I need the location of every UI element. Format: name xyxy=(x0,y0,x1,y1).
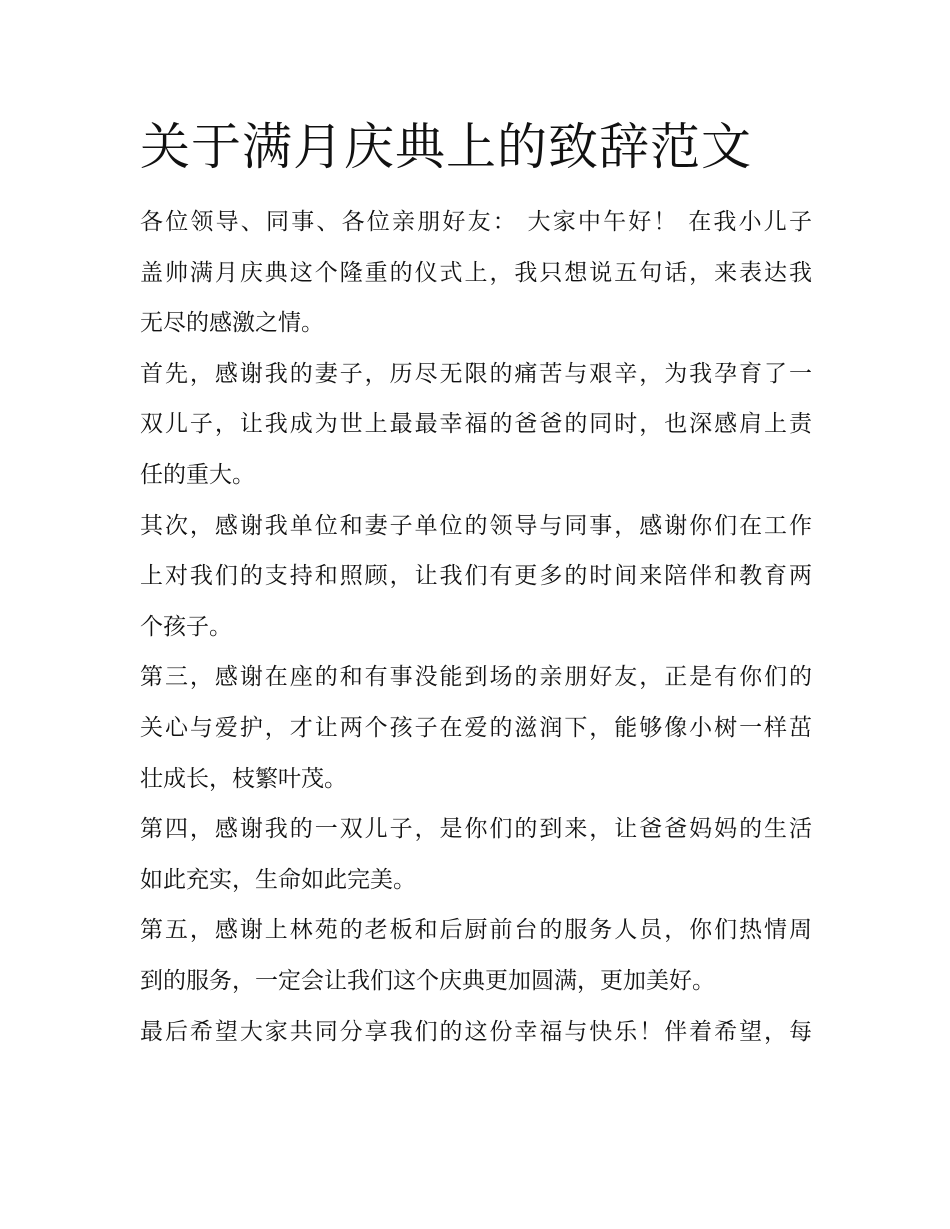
paragraph-fifth xyxy=(140,905,812,1006)
text-line: 壮成长，枝繁叶茂。 xyxy=(140,765,347,792)
text-line: 最后希望大家共同分享我们的这份幸福与快乐！伴着希望，每 xyxy=(140,1018,812,1045)
text-line: 第五，感谢上林苑的老板和后厨前台的服务人员，你们热情周 xyxy=(140,917,812,944)
text-line: 各位领导、同事、各位亲朋好友： 大家中午好！ 在我小儿子 xyxy=(140,209,812,235)
text-line: 个孩子。 xyxy=(140,613,232,640)
text-line: 盖帅满月庆典这个隆重的仪式上，我只想说五句话，来表达我 xyxy=(140,259,812,286)
paragraph-greeting xyxy=(140,197,812,349)
text-line: 如此充实，生命如此完美。 xyxy=(140,866,416,893)
document-body xyxy=(140,197,812,1057)
paragraph-second xyxy=(140,501,812,653)
text-line: 上对我们的支持和照顾，让我们有更多的时间来陪伴和教育两 xyxy=(140,563,812,590)
text-line: 关心与爱护，才让两个孩子在爱的滋润下，能够像小树一样茁 xyxy=(140,714,812,741)
text-line: 其次，感谢我单位和妻子单位的领导与同事，感谢你们在工作 xyxy=(140,512,812,539)
text-line: 无尽的感激之情。 xyxy=(140,310,324,337)
text-line: 第四，感谢我的一双儿子，是你们的到来，让爸爸妈妈的生活 xyxy=(140,816,812,843)
paragraph-third xyxy=(140,652,812,804)
paragraph-first xyxy=(140,349,812,501)
paragraph-closing xyxy=(140,1007,812,1058)
text-line: 双儿子，让我成为世上最最幸福的爸爸的同时，也深感肩上责 xyxy=(140,411,812,438)
text-line: 首先，感谢我的妻子，历尽无限的痛苦与艰辛，为我孕育了一 xyxy=(140,360,812,387)
document-title: 关于满月庆典上的致辞范文 xyxy=(140,118,752,176)
paragraph-fourth xyxy=(140,804,812,905)
text-line: 到的服务，一定会让我们这个庆典更加圆满，更加美好。 xyxy=(140,967,715,994)
text-line: 第三，感谢在座的和有事没能到场的亲朋好友，正是有你们的 xyxy=(140,664,812,691)
text-line: 任的重大。 xyxy=(140,461,255,488)
